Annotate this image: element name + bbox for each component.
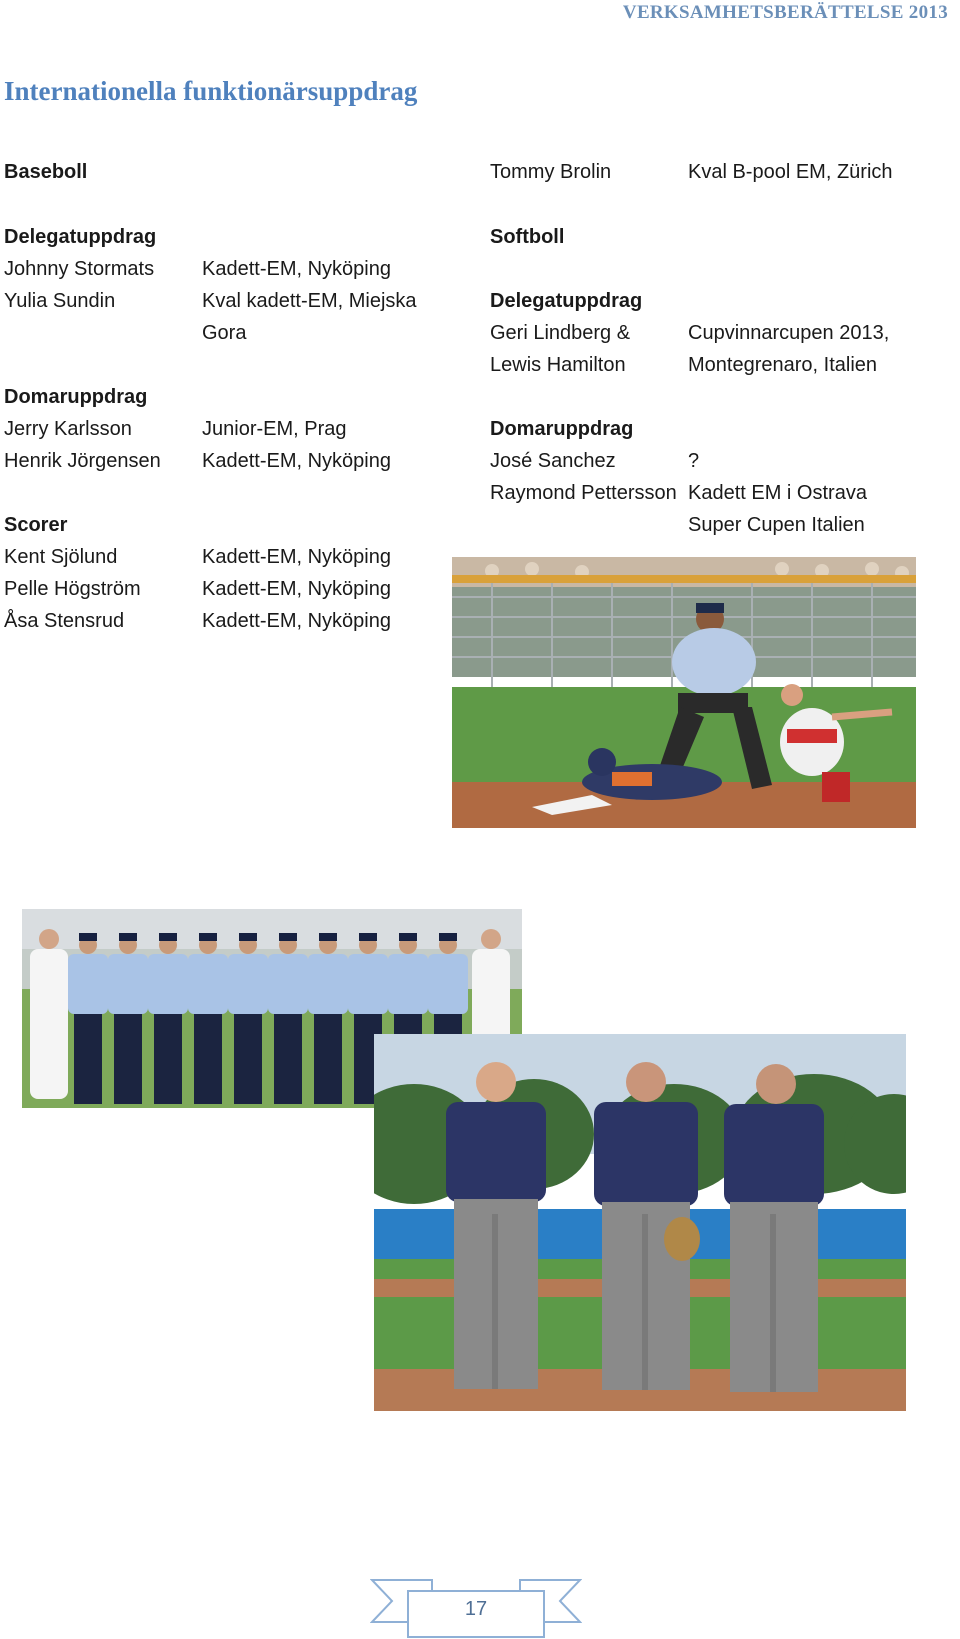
umpire-name: Jerry Karlsson (4, 418, 132, 440)
baseball-action-photo (452, 557, 916, 828)
softball-umpire-event: ? (688, 450, 700, 472)
softball-delegate-name: Geri Lindberg & (490, 322, 631, 344)
softball-delegate-heading: Delegatuppdrag (490, 290, 643, 312)
extra-official-name: Tommy Brolin (490, 161, 612, 183)
softball-umpire-heading: Domaruppdrag (490, 418, 634, 440)
softball-delegate-event-continued: Montegrenaro, Italien (688, 354, 878, 376)
scorer-name: Pelle Högström (4, 578, 141, 600)
delegate-event: Kval kadett-EM, Miejska (202, 290, 417, 312)
three-umpires-photo (374, 1034, 906, 1411)
scorer-event: Kadett-EM, Nyköping (202, 610, 391, 632)
softball-delegate-event: Cupvinnarcupen 2013, (688, 322, 890, 344)
delegate-event: Kadett-EM, Nyköping (202, 258, 391, 280)
baseball-umpire-heading: Domaruppdrag (4, 386, 148, 408)
softball-umpire-event: Kadett EM i Ostrava (688, 482, 867, 504)
delegate-event-continued: Gora (202, 322, 247, 344)
softball-umpire-event-continued: Super Cupen Italien (688, 514, 865, 536)
softball-umpire-name: José Sanchez (490, 450, 616, 472)
scorer-event: Kadett-EM, Nyköping (202, 578, 391, 600)
softball-umpire-name: Raymond Pettersson (490, 482, 677, 504)
softball-heading: Softboll (490, 226, 565, 248)
baseball-delegate-heading: Delegatuppdrag (4, 226, 157, 248)
scorer-event: Kadett-EM, Nyköping (202, 546, 391, 568)
extra-official-event: Kval B-pool EM, Zürich (688, 161, 893, 183)
delegate-name: Yulia Sundin (4, 290, 116, 312)
softball-delegate-name-continued: Lewis Hamilton (490, 354, 626, 376)
page-number: 17 (464, 1598, 488, 1620)
umpire-name: Henrik Jörgensen (4, 450, 161, 472)
delegate-name: Johnny Stormats (4, 258, 155, 280)
baseball-heading: Baseboll (4, 161, 88, 183)
baseball-scorer-heading: Scorer (4, 514, 68, 536)
running-header: VERKSAMHETSBERÄTTELSE 2013 (622, 2, 948, 23)
scorer-name: Åsa Stensrud (4, 610, 125, 632)
umpire-event: Junior-EM, Prag (202, 418, 347, 440)
page-title: Internationella funktionärsuppdrag (4, 76, 418, 106)
umpire-event: Kadett-EM, Nyköping (202, 450, 391, 472)
scorer-name: Kent Sjölund (4, 546, 118, 568)
